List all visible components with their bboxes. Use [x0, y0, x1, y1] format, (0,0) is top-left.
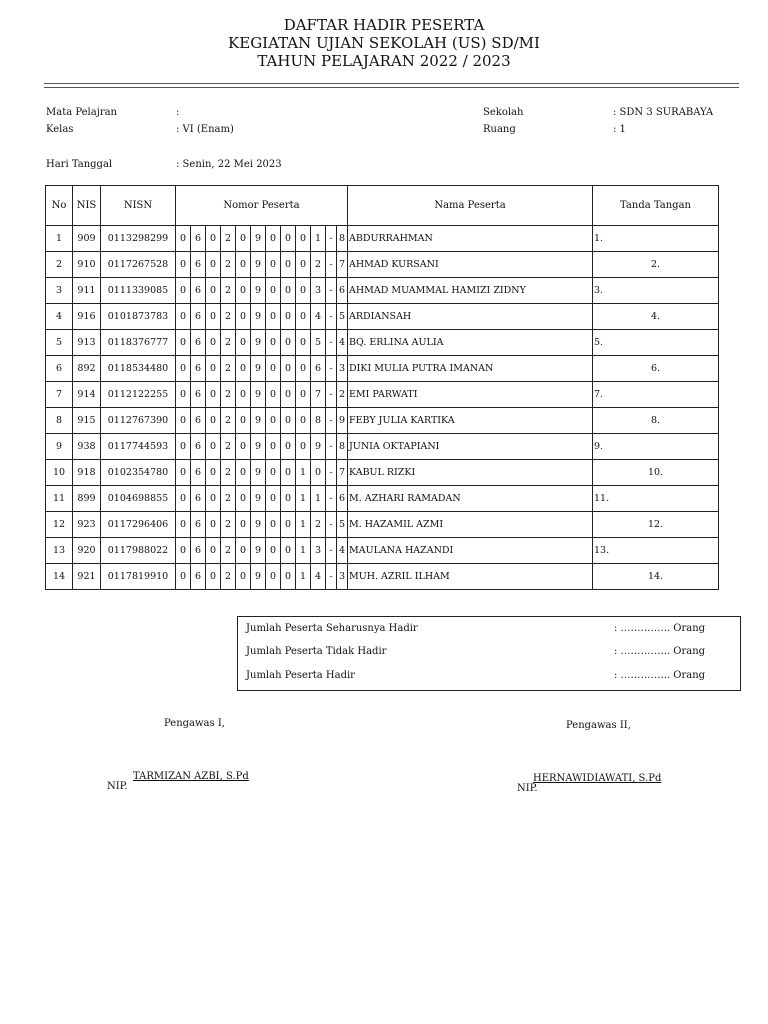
cell-nama: M. AZHARI RAMADAN [348, 486, 593, 512]
cell-nomor-digit: 0 [296, 304, 311, 330]
cell-nomor-digit: 0 [266, 278, 281, 304]
cell-nomor-digit: 0 [281, 512, 296, 538]
cell-nama: MAULANA HAZANDI [348, 538, 593, 564]
cell-nomor-digit: 9 [251, 304, 266, 330]
pengawas-2-nip: NIP. [517, 783, 538, 794]
cell-nomor-digit: 0 [281, 538, 296, 564]
cell-nomor-digit: 0 [281, 434, 296, 460]
cell-nomor-digit: 6 [191, 538, 206, 564]
table-row [46, 486, 719, 512]
cell-nomor-digit: 1 [296, 460, 311, 486]
cell-nomor-digit: 7 [337, 252, 348, 278]
cell-nomor-digit: 0 [236, 252, 251, 278]
cell-nisn: 0112767390 [101, 408, 176, 434]
cell-nomor-digit: 0 [206, 226, 221, 252]
table-row [46, 408, 719, 434]
cell-nomor-digit: 1 [296, 538, 311, 564]
cell-nomor-digit: 9 [251, 278, 266, 304]
cell-nomor-digit: 2 [221, 330, 236, 356]
header-nisn: NISN [101, 186, 176, 226]
title-line-1: DAFTAR HADIR PESERTA [283, 16, 485, 34]
cell-nama: AHMAD KURSANI [348, 252, 593, 278]
cell-nomor-digit: 9 [337, 408, 348, 434]
cell-nomor-digit: 0 [236, 226, 251, 252]
cell-nomor-digit: 0 [206, 278, 221, 304]
sekolah-value: : SDN 3 SURABAYA [613, 107, 714, 118]
cell-no: 7 [46, 382, 73, 408]
cell-nomor-digit: 0 [236, 330, 251, 356]
title-line-2: KEGIATAN UJIAN SEKOLAH (US) SD/MI [228, 34, 540, 52]
cell-nomor-digit: 0 [266, 356, 281, 382]
hari-label: Hari Tanggal [46, 159, 113, 170]
cell-nisn: 0112122255 [101, 382, 176, 408]
cell-tanda-tangan: 3. [593, 278, 719, 304]
header-no: No [46, 186, 73, 226]
cell-nomor-digit: 1 [296, 512, 311, 538]
cell-nama: EMI PARWATI [348, 382, 593, 408]
cell-nomor-digit: 8 [337, 226, 348, 252]
cell-nomor-digit: 2 [337, 382, 348, 408]
cell-nomor-digit: 0 [206, 408, 221, 434]
cell-no: 13 [46, 538, 73, 564]
header-tanda-tangan: Tanda Tangan [593, 186, 719, 226]
cell-nomor-digit: 0 [266, 226, 281, 252]
cell-nomor-digit: 0 [176, 460, 191, 486]
cell-no: 11 [46, 486, 73, 512]
cell-no: 12 [46, 512, 73, 538]
cell-tanda-tangan: 13. [593, 538, 719, 564]
cell-nomor-digit: 2 [221, 252, 236, 278]
cell-nis: 910 [73, 252, 101, 278]
cell-nis: 918 [73, 460, 101, 486]
cell-nomor-digit: 2 [221, 356, 236, 382]
cell-nomor-digit: 0 [206, 434, 221, 460]
cell-nisn: 0111339085 [101, 278, 176, 304]
cell-nomor-digit: 0 [296, 382, 311, 408]
cell-nis: 921 [73, 564, 101, 590]
cell-nomor-digit: 0 [296, 252, 311, 278]
cell-nomor-digit: 6 [191, 356, 206, 382]
summary-seharusnya-label: Jumlah Peserta Seharusnya Hadir [246, 623, 418, 634]
mapel-label: Mata Pelajran [46, 107, 118, 118]
cell-nomor-digit: 0 [281, 564, 296, 590]
cell-nomor-digit: 6 [191, 408, 206, 434]
summary-box [237, 616, 741, 691]
cell-nis: 911 [73, 278, 101, 304]
cell-nomor-digit: 1 [311, 486, 326, 512]
cell-nomor-digit: 0 [266, 434, 281, 460]
cell-nama: BQ. ERLINA AULIA [348, 330, 593, 356]
kelas-value: : VI (Enam) [176, 124, 234, 135]
cell-nomor-digit: 0 [266, 304, 281, 330]
cell-nomor-digit: 0 [281, 382, 296, 408]
cell-nomor-digit: 0 [296, 226, 311, 252]
header-rule-top [44, 83, 739, 84]
cell-nis: 916 [73, 304, 101, 330]
cell-nomor-digit: 6 [191, 252, 206, 278]
cell-nomor-digit: 0 [206, 252, 221, 278]
ruang-label: Ruang [483, 124, 516, 135]
cell-nomor-digit: 0 [206, 330, 221, 356]
cell-nomor-digit: 0 [281, 408, 296, 434]
cell-nomor-digit: 0 [206, 382, 221, 408]
cell-nomor-digit: 9 [251, 226, 266, 252]
cell-no: 10 [46, 460, 73, 486]
cell-nomor-digit: 0 [206, 538, 221, 564]
table-row [46, 226, 719, 252]
cell-tanda-tangan: 10. [593, 460, 719, 486]
cell-nama: JUNIA OKTAPIANI [348, 434, 593, 460]
cell-nomor-digit: 6 [191, 486, 206, 512]
cell-nomor-digit: 4 [337, 330, 348, 356]
table-row [46, 356, 719, 382]
cell-nomor-digit: 9 [251, 382, 266, 408]
cell-nomor-digit: 5 [337, 512, 348, 538]
cell-nomor-digit: 0 [176, 304, 191, 330]
cell-nomor-digit: 2 [311, 252, 326, 278]
cell-nomor-digit: 0 [296, 434, 311, 460]
cell-nomor-digit: - [326, 356, 337, 382]
cell-nisn: 0101873783 [101, 304, 176, 330]
cell-nomor-digit: 0 [176, 512, 191, 538]
cell-nomor-digit: 6 [191, 564, 206, 590]
cell-nama: AHMAD MUAMMAL HAMIZI ZIDNY [348, 278, 593, 304]
cell-nisn: 0104698855 [101, 486, 176, 512]
cell-nomor-digit: - [326, 460, 337, 486]
cell-nomor-digit: 6 [191, 382, 206, 408]
table-row [46, 460, 719, 486]
table-row [46, 304, 719, 330]
cell-nomor-digit: 0 [236, 356, 251, 382]
cell-nisn: 0117988022 [101, 538, 176, 564]
cell-nomor-digit: 0 [266, 486, 281, 512]
cell-nisn: 0113298299 [101, 226, 176, 252]
cell-nomor-digit: - [326, 382, 337, 408]
cell-nomor-digit: 4 [311, 304, 326, 330]
cell-nama: FEBY JULIA KARTIKA [348, 408, 593, 434]
cell-nomor-digit: 7 [337, 460, 348, 486]
cell-nomor-digit: - [326, 486, 337, 512]
cell-no: 1 [46, 226, 73, 252]
title-line-3: TAHUN PELAJARAN 2022 / 2023 [257, 52, 511, 70]
cell-nomor-digit: 1 [311, 226, 326, 252]
cell-nomor-digit: 3 [311, 278, 326, 304]
cell-nis: 914 [73, 382, 101, 408]
cell-no: 3 [46, 278, 73, 304]
cell-nomor-digit: 7 [311, 382, 326, 408]
cell-nomor-digit: 0 [236, 304, 251, 330]
cell-nomor-digit: 0 [236, 408, 251, 434]
cell-nis: 913 [73, 330, 101, 356]
cell-no: 4 [46, 304, 73, 330]
cell-nomor-digit: 0 [206, 460, 221, 486]
cell-nis: 909 [73, 226, 101, 252]
cell-no: 6 [46, 356, 73, 382]
cell-nomor-digit: 6 [191, 304, 206, 330]
cell-nama: ARDIANSAH [348, 304, 593, 330]
cell-nomor-digit: 0 [296, 278, 311, 304]
cell-nomor-digit: 0 [311, 460, 326, 486]
cell-nomor-digit: 6 [191, 278, 206, 304]
cell-nisn: 0117819910 [101, 564, 176, 590]
cell-nomor-digit: 9 [251, 330, 266, 356]
cell-nomor-digit: 0 [266, 512, 281, 538]
cell-nis: 938 [73, 434, 101, 460]
cell-nomor-digit: 2 [221, 278, 236, 304]
hari-value: : Senin, 22 Mei 2023 [176, 159, 282, 170]
cell-nomor-digit: 0 [176, 538, 191, 564]
cell-tanda-tangan: 7. [593, 382, 719, 408]
attendance-table [45, 185, 719, 590]
cell-nomor-digit: 0 [176, 486, 191, 512]
header-nis: NIS [73, 186, 101, 226]
cell-nomor-digit: - [326, 408, 337, 434]
cell-nomor-digit: 9 [251, 252, 266, 278]
pengawas-1-title: Pengawas I, [164, 718, 225, 729]
cell-no: 5 [46, 330, 73, 356]
cell-nomor-digit: 0 [236, 460, 251, 486]
cell-nomor-digit: 6 [191, 512, 206, 538]
table-row [46, 278, 719, 304]
cell-no: 8 [46, 408, 73, 434]
cell-nomor-digit: 0 [176, 278, 191, 304]
cell-nomor-digit: 3 [337, 564, 348, 590]
cell-nomor-digit: - [326, 512, 337, 538]
cell-nisn: 0117296406 [101, 512, 176, 538]
cell-nomor-digit: 2 [221, 564, 236, 590]
cell-nomor-digit: 0 [281, 304, 296, 330]
cell-nomor-digit: 6 [191, 460, 206, 486]
cell-nomor-digit: 2 [221, 304, 236, 330]
cell-nomor-digit: 2 [311, 512, 326, 538]
cell-nomor-digit: 6 [311, 356, 326, 382]
sekolah-label: Sekolah [483, 107, 524, 118]
cell-nomor-digit: 0 [281, 278, 296, 304]
cell-nomor-digit: 0 [296, 356, 311, 382]
cell-nomor-digit: 3 [311, 538, 326, 564]
cell-nomor-digit: 0 [236, 278, 251, 304]
cell-nomor-digit: 0 [176, 252, 191, 278]
mapel-value: : [176, 107, 180, 118]
cell-nomor-digit: 0 [266, 538, 281, 564]
cell-nomor-digit: 0 [266, 460, 281, 486]
cell-nomor-digit: 0 [266, 382, 281, 408]
cell-nomor-digit: 4 [337, 538, 348, 564]
cell-tanda-tangan: 9. [593, 434, 719, 460]
cell-nis: 920 [73, 538, 101, 564]
cell-nisn: 0118534480 [101, 356, 176, 382]
cell-nomor-digit: 9 [251, 434, 266, 460]
cell-nomor-digit: 9 [251, 512, 266, 538]
pengawas-2-title: Pengawas II, [566, 720, 631, 731]
cell-nis: 892 [73, 356, 101, 382]
cell-nomor-digit: 0 [206, 356, 221, 382]
cell-nomor-digit: - [326, 330, 337, 356]
cell-nama: DIKI MULIA PUTRA IMANAN [348, 356, 593, 382]
cell-nomor-digit: 2 [221, 434, 236, 460]
cell-tanda-tangan: 5. [593, 330, 719, 356]
header-nomor-peserta: Nomor Peserta [176, 186, 348, 226]
cell-nomor-digit: 0 [281, 226, 296, 252]
pengawas-1-nip: NIP. [107, 781, 128, 792]
cell-nisn: 0102354780 [101, 460, 176, 486]
pengawas-2-name: HERNAWIDIAWATI, S.Pd [533, 773, 662, 784]
cell-nomor-digit: 6 [191, 330, 206, 356]
cell-nomor-digit: 9 [251, 356, 266, 382]
table-row [46, 252, 719, 278]
cell-no: 9 [46, 434, 73, 460]
cell-nomor-digit: 0 [206, 564, 221, 590]
cell-nomor-digit: 0 [176, 408, 191, 434]
cell-nomor-digit: 2 [221, 512, 236, 538]
header-rule-bottom [44, 87, 739, 88]
cell-tanda-tangan: 6. [593, 356, 719, 382]
cell-no: 14 [46, 564, 73, 590]
cell-nomor-digit: 0 [236, 486, 251, 512]
header-nama-peserta: Nama Peserta [348, 186, 593, 226]
cell-nomor-digit: 2 [221, 460, 236, 486]
kelas-label: Kelas [46, 124, 74, 135]
cell-nomor-digit: 0 [281, 460, 296, 486]
cell-nomor-digit: 0 [236, 512, 251, 538]
table-row [46, 564, 719, 590]
cell-nomor-digit: 0 [176, 330, 191, 356]
summary-tidak-hadir-label: Jumlah Peserta Tidak Hadir [246, 646, 387, 657]
cell-no: 2 [46, 252, 73, 278]
cell-tanda-tangan: 2. [593, 252, 719, 278]
cell-nomor-digit: 2 [221, 226, 236, 252]
cell-nomor-digit: 8 [337, 434, 348, 460]
cell-tanda-tangan: 8. [593, 408, 719, 434]
cell-nomor-digit: 2 [221, 486, 236, 512]
cell-tanda-tangan: 4. [593, 304, 719, 330]
table-row [46, 330, 719, 356]
cell-nomor-digit: 2 [221, 382, 236, 408]
cell-nomor-digit: 6 [337, 486, 348, 512]
cell-nomor-digit: 0 [176, 382, 191, 408]
cell-nomor-digit: 1 [296, 564, 311, 590]
cell-nisn: 0117744593 [101, 434, 176, 460]
cell-nomor-digit: 0 [296, 330, 311, 356]
cell-nomor-digit: 0 [176, 356, 191, 382]
cell-nomor-digit: 6 [337, 278, 348, 304]
cell-nomor-digit: - [326, 226, 337, 252]
table-row [46, 434, 719, 460]
cell-nomor-digit: 0 [281, 486, 296, 512]
cell-nama: M. HAZAMIL AZMI [348, 512, 593, 538]
cell-nomor-digit: - [326, 564, 337, 590]
ruang-value: : 1 [613, 124, 626, 135]
cell-nomor-digit: 2 [221, 408, 236, 434]
cell-nomor-digit: 0 [266, 564, 281, 590]
cell-tanda-tangan: 1. [593, 226, 719, 252]
cell-nomor-digit: 9 [251, 564, 266, 590]
cell-nomor-digit: 5 [311, 330, 326, 356]
cell-nomor-digit: 0 [176, 564, 191, 590]
cell-tanda-tangan: 14. [593, 564, 719, 590]
cell-nomor-digit: 9 [251, 460, 266, 486]
cell-nomor-digit: 9 [251, 538, 266, 564]
summary-hadir-value: : …………... Orang [614, 670, 706, 681]
cell-nomor-digit: 6 [191, 434, 206, 460]
cell-nomor-digit: - [326, 538, 337, 564]
cell-nama: KABUL RIZKI [348, 460, 593, 486]
cell-nomor-digit: 9 [251, 486, 266, 512]
cell-nomor-digit: 0 [281, 252, 296, 278]
cell-nomor-digit: 0 [266, 252, 281, 278]
cell-nama: MUH. AZRIL ILHAM [348, 564, 593, 590]
pengawas-1-name: TARMIZAN AZBI, S.Pd [133, 771, 249, 782]
cell-nomor-digit: 6 [191, 226, 206, 252]
cell-nomor-digit: 0 [296, 408, 311, 434]
cell-nisn: 0117267528 [101, 252, 176, 278]
cell-nisn: 0118376777 [101, 330, 176, 356]
cell-nomor-digit: 0 [266, 408, 281, 434]
cell-nomor-digit: 9 [251, 408, 266, 434]
cell-nomor-digit: 0 [176, 226, 191, 252]
cell-tanda-tangan: 12. [593, 512, 719, 538]
cell-nomor-digit: - [326, 304, 337, 330]
cell-nomor-digit: 0 [236, 564, 251, 590]
cell-nomor-digit: - [326, 434, 337, 460]
cell-nomor-digit: 0 [206, 486, 221, 512]
cell-nomor-digit: 0 [176, 434, 191, 460]
table-row [46, 382, 719, 408]
summary-tidak-hadir-value: : …………... Orang [614, 646, 706, 657]
cell-nomor-digit: 1 [296, 486, 311, 512]
cell-nomor-digit: 0 [236, 382, 251, 408]
cell-nomor-digit: 8 [311, 408, 326, 434]
cell-nomor-digit: - [326, 252, 337, 278]
cell-nomor-digit: 0 [281, 356, 296, 382]
table-row [46, 538, 719, 564]
cell-nomor-digit: - [326, 278, 337, 304]
table-header-row [46, 186, 719, 226]
summary-seharusnya-value: : …………... Orang [614, 623, 706, 634]
cell-nomor-digit: 9 [311, 434, 326, 460]
cell-nomor-digit: 0 [236, 538, 251, 564]
cell-nomor-digit: 3 [337, 356, 348, 382]
cell-nomor-digit: 0 [266, 330, 281, 356]
cell-nomor-digit: 0 [281, 330, 296, 356]
cell-nis: 923 [73, 512, 101, 538]
cell-nomor-digit: 4 [311, 564, 326, 590]
cell-nomor-digit: 0 [206, 304, 221, 330]
cell-nomor-digit: 2 [221, 538, 236, 564]
cell-nomor-digit: 5 [337, 304, 348, 330]
summary-hadir-label: Jumlah Peserta Hadir [246, 670, 355, 681]
table-row [46, 512, 719, 538]
cell-nomor-digit: 0 [206, 512, 221, 538]
cell-nis: 915 [73, 408, 101, 434]
cell-nis: 899 [73, 486, 101, 512]
cell-nama: ABDURRAHMAN [348, 226, 593, 252]
cell-nomor-digit: 0 [236, 434, 251, 460]
cell-tanda-tangan: 11. [593, 486, 719, 512]
